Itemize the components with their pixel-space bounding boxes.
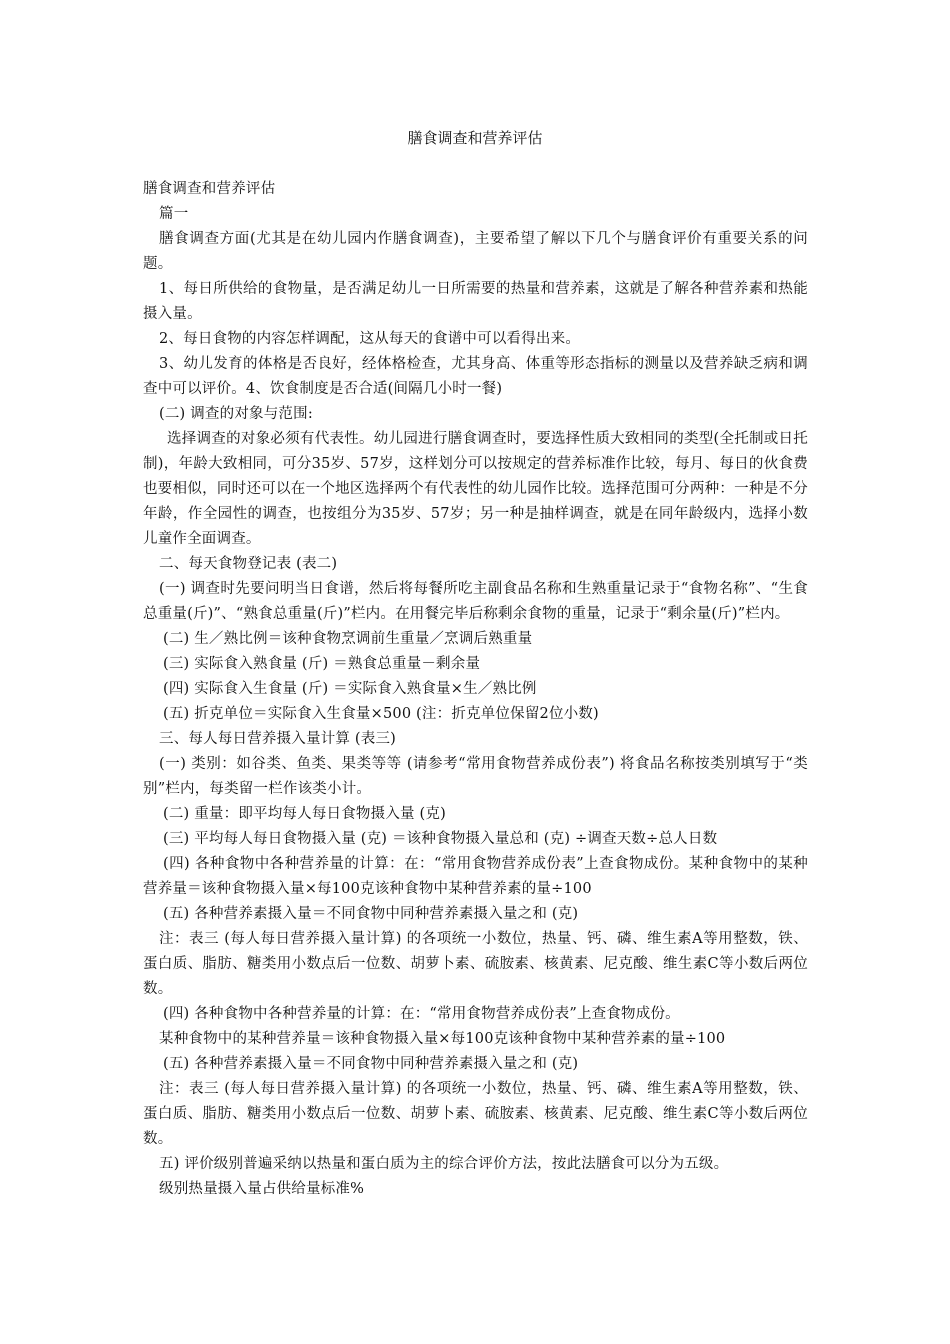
paragraph: (三) 实际食入熟食量 (斤) ＝熟食总重量－剩余量	[163, 656, 481, 672]
paragraph: 级别热量摄入量占供给量标准%	[159, 1181, 365, 1197]
paragraph: 注：表三 (每人每日营养摄入量计算) 的各项统一小数位，热量、钙、磷、维生素A等用整数，铁、蛋白质、脂肪、糖类用小数点后一位数、胡萝卜素、硫胺素、核黄素、尼克酸、维生素C等小数后两位数。	[143, 1081, 808, 1147]
paragraph: (五) 折克单位＝实际食入生食量×500 (注：折克单位保留2位小数)	[163, 706, 599, 722]
paragraph: (一) 调查时先要问明当日食谱，然后将每餐所吃主副食品名称和生熟重量记录于“食物名称”、“生食总重量(斤)”、“熟食总重量(斤)”栏内。在用餐完毕后称剩余食物的重量，记录于“剩余量(斤)”栏内。	[143, 581, 808, 622]
paragraph: 二、每天食物登记表 (表二)	[159, 556, 338, 572]
paragraph: 五) 评价级别普遍采纳以热量和蛋白质为主的综合评价方法，按此法膳食可以分为五级。	[159, 1156, 729, 1172]
document-body	[143, 177, 808, 1202]
paragraph: (二) 重量：即平均每人每日食物摄入量 (克)	[163, 806, 446, 822]
paragraph: 3、幼儿发育的体格是否良好，经体格检查，尤其身高、体重等形态指标的测量以及营养缺乏病和调查中可以评价。4、饮食制度是否合适(间隔几小时一餐)	[143, 356, 808, 397]
paragraph: (一) 类别：如谷类、鱼类、果类等等 (请参考“常用食物营养成份表”) 将食品名称按类别填写于“类别”栏内，每类留一栏作该类小计。	[143, 756, 808, 797]
paragraph: 膳食调查和营养评估	[143, 181, 276, 197]
paragraph: 三、每人每日营养摄入量计算 (表三)	[159, 731, 397, 747]
paragraph: (三) 平均每人每日食物摄入量 (克) ＝该种食物摄入量总和 (克) ÷调查天数÷总人日数	[163, 831, 718, 847]
paragraph: (二) 调查的对象与范围:	[159, 406, 313, 422]
paragraph: (五) 各种营养素摄入量＝不同食物中同种营养素摄入量之和 (克)	[163, 1056, 579, 1072]
paragraph: 篇一	[159, 206, 189, 222]
paragraph: 某种食物中的某种营养量＝该种食物摄入量×每100克该种食物中某种营养素的量÷100	[159, 1031, 726, 1047]
paragraph: (二) 生／熟比例＝该种食物烹调前生重量／烹调后熟重量	[163, 631, 533, 647]
paragraph: (四) 各种食物中各种营养量的计算：在：“常用食物营养成份表”上查食物成份。某种食物中的某种营养量＝该种食物摄入量×每100克该种食物中某种营养素的量÷100	[143, 856, 808, 897]
paragraph: 膳食调查方面(尤其是在幼儿园内作膳食调查)，主要希望了解以下几个与膳食评价有重要关系的问题。	[143, 231, 808, 272]
paragraph: (四) 实际食入生食量 (斤) ＝实际食入熟食量×生／熟比例	[163, 681, 537, 697]
paragraph: (五) 各种营养素摄入量＝不同食物中同种营养素摄入量之和 (克)	[163, 906, 579, 922]
paragraph: 注：表三 (每人每日营养摄入量计算) 的各项统一小数位，热量、钙、磷、维生素A等用整数，铁、蛋白质、脂肪、糖类用小数点后一位数、胡萝卜素、硫胺素、核黄素、尼克酸、维生素C等小数后两位数。	[143, 931, 808, 997]
paragraph: 2、每日食物的内容怎样调配，这从每天的食谱中可以看得出来。	[159, 331, 581, 347]
paragraph: (四) 各种食物中各种营养量的计算：在：“常用食物营养成份表”上查食物成份。	[163, 1006, 680, 1022]
paragraph: 1、每日所供给的食物量，是否满足幼儿一日所需要的热量和营养素，这就是了解各种营养素和热能摄入量。	[143, 281, 808, 322]
document-title: 膳食调查和营养评估	[407, 129, 543, 147]
paragraph: 选择调查的对象必须有代表性。幼儿园进行膳食调查时，要选择性质大致相同的类型(全托制或日托制)，年龄大致相同，可分35岁、57岁，这样划分可以按规定的营养标准作比较，每月、每日的伙食费也要相似，同时还可以在一个地区选择两个有代表性的幼儿园作比较。选择范围可分两种：一种是不分年龄，作全园性的调查，也按组分为35岁、57岁；另一种是抽样调查，就是在同年龄级内，选择小数儿童作全面调查。	[143, 431, 808, 547]
